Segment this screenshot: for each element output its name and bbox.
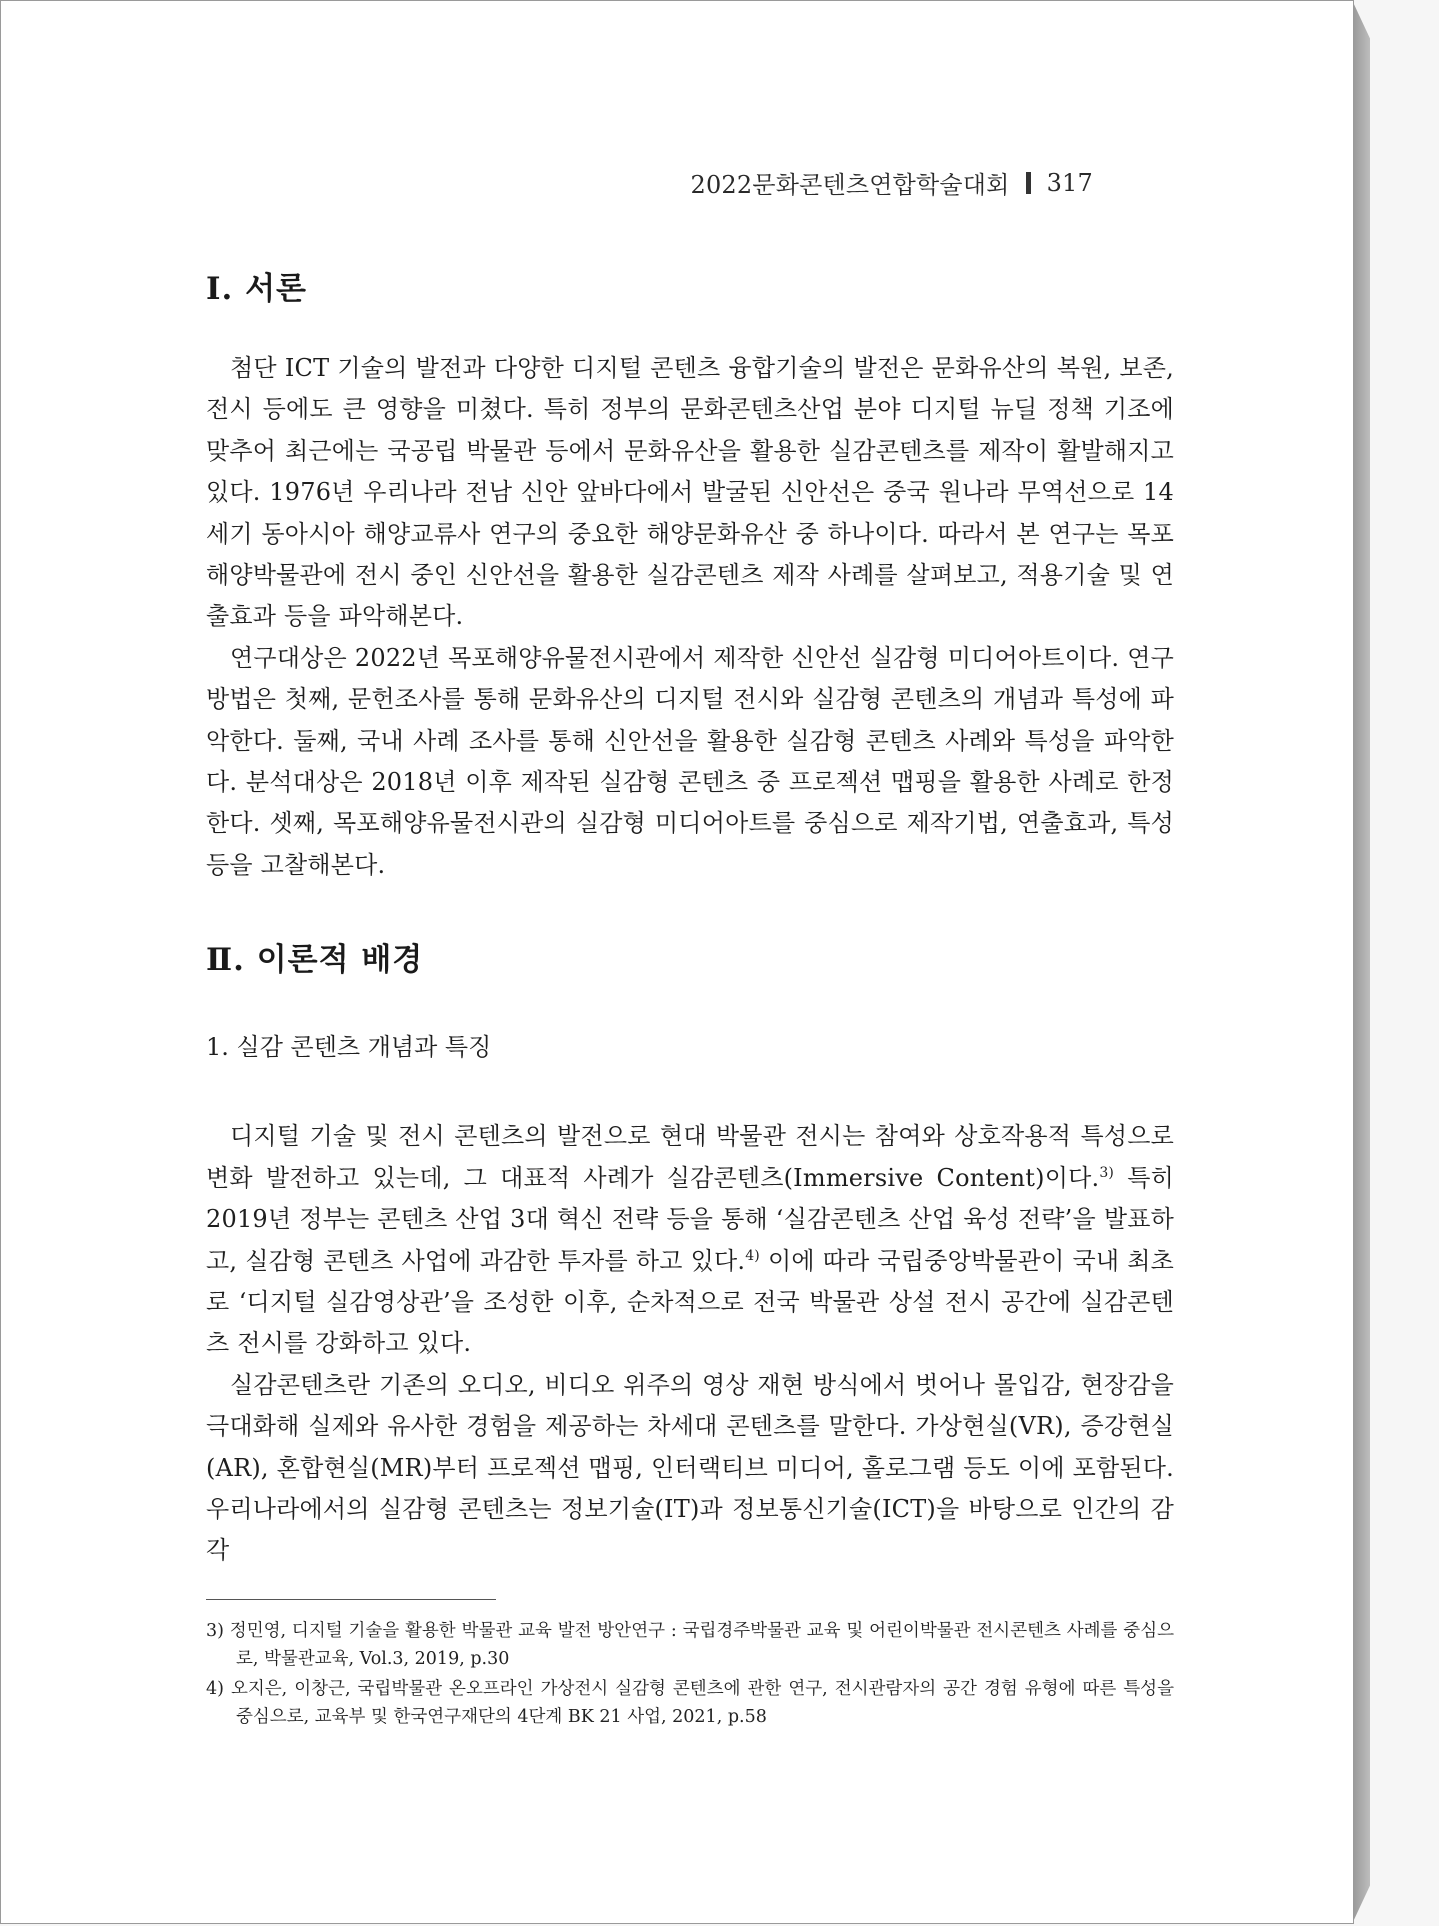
footnote-3: 3) 정민영, 디지털 기술을 활용한 박물관 교육 발전 방안연구 : 국립경주박물관 교육 및 어린이박물관 전시콘텐츠 사례를 중심으로, 박물관교육, Vol.3, 2019, p.30 bbox=[206, 1621, 1174, 1669]
footnote-ref-4[interactable]: 4) bbox=[745, 1247, 760, 1264]
header-title: 2022문화콘텐츠연합학술대회 bbox=[690, 171, 1010, 199]
footnote-4: 4) 오지은, 이창근, 국립박물관 온오프라인 가상전시 실감형 콘텐츠에 관한 연구, 전시관람자의 공간 경험 유형에 따른 특성을 중심으로, 교육부 및 한국연구재단의 4단계 BK 21 사업, 2021, p.58 bbox=[206, 1679, 1174, 1727]
paragraph bbox=[206, 1116, 1174, 1364]
section-heading-background: Ⅱ. 이론적 배경 bbox=[206, 942, 424, 979]
paragraph-text: 특히 2019년 정부는 콘텐츠 산업 3대 혁신 전략 등을 통해 ‘실감콘텐츠 산업 육성 전략’을 발표하고, 실감형 콘텐츠 사업에 과감한 투자를 하고 있다. bbox=[206, 1163, 1174, 1275]
subsection-heading: 1. 실감 콘텐츠 개념과 특징 bbox=[206, 1033, 492, 1062]
footnote-ref-3[interactable]: 3) bbox=[1099, 1164, 1115, 1181]
section-heading-introduction: Ⅰ. 서론 bbox=[206, 271, 307, 307]
paragraph: 실감콘텐츠란 기존의 오디오, 비디오 위주의 영상 재현 방식에서 벗어나 몰입감, 현장감을 극대화해 실제와 유사한 경험을 제공하는 차세대 콘텐츠를 말한다. 가상현실(VR), 증강현실(AR), 혼합현실(MR)부터 프로젝션 맵핑, 인터랙티브 미디어, 홀로그램 등도 이에 포함된다. 우리나라에서의 실감형 콘텐츠는 정보기술(IT)과 정보통신기술(ICT)을 바탕으로 인간의 감각 bbox=[206, 1370, 1174, 1565]
main-content bbox=[206, 263, 1174, 1572]
paragraph-text: 디지털 기술 및 전시 콘텐츠의 발전으로 현대 박물관 전시는 참여와 상호작용적 특성으로 변화 발전하고 있는데, 그 대표적 사례가 실감콘텐츠(Immersive Content)이다. bbox=[206, 1122, 1174, 1192]
paragraph: 연구대상은 2022년 목포해양유물전시관에서 제작한 신안선 실감형 미디어아트이다. 연구방법은 첫째, 문헌조사를 통해 문화유산의 디지털 전시와 실감형 콘텐츠의 개념과 특성에 파악한다. 둘째, 국내 사례 조사를 통해 신안선을 활용한 실감형 콘텐츠 사례와 특성을 파악한다. 분석대상은 2018년 이후 제작된 실감형 콘텐츠 중 프로젝션 맵핑을 활용한 사례로 한정한다. 셋째, 목포해양유물전시관의 실감형 미디어아트를 중심으로 제작기법, 연출효과, 특성 등을 고찰해본다. bbox=[206, 643, 1174, 879]
running-header bbox=[690, 165, 1093, 200]
header-separator bbox=[1026, 172, 1031, 194]
footnote-divider bbox=[206, 1599, 496, 1600]
page-number: 317 bbox=[1046, 168, 1093, 197]
paragraph: 첨단 ICT 기술의 발전과 다양한 디지털 콘텐츠 융합기술의 발전은 문화유산의 복원, 보존, 전시 등에도 큰 영향을 미쳤다. 특히 정부의 문화콘텐츠산업 분야 디지털 뉴딜 정책 기조에 맞추어 최근에는 국공립 박물관 등에서 문화유산을 활용한 실감콘텐츠를 제작이 활발해지고 있다. 1976년 우리나라 전남 신안 앞바다에서 발굴된 신안선은 중국 원나라 무역선으로 14세기 동아시아 해양교류사 연구의 중요한 해양문화유산 중 하나이다. 따라서 본 연구는 목포해양박물관에 전시 중인 신안선을 활용한 실감콘텐츠 제작 사례를 살펴보고, 적용기술 및 연출효과 등을 파악해본다. bbox=[206, 354, 1174, 631]
paragraph-text: 이에 따라 국립중앙박물관이 국내 최초로 ‘디지털 실감영상관’을 조성한 이후, 순차적으로 전국 박물관 상설 전시 공간에 실감콘텐츠 전시를 강화하고 있다. bbox=[206, 1246, 1174, 1358]
footnotes bbox=[206, 1617, 1174, 1733]
